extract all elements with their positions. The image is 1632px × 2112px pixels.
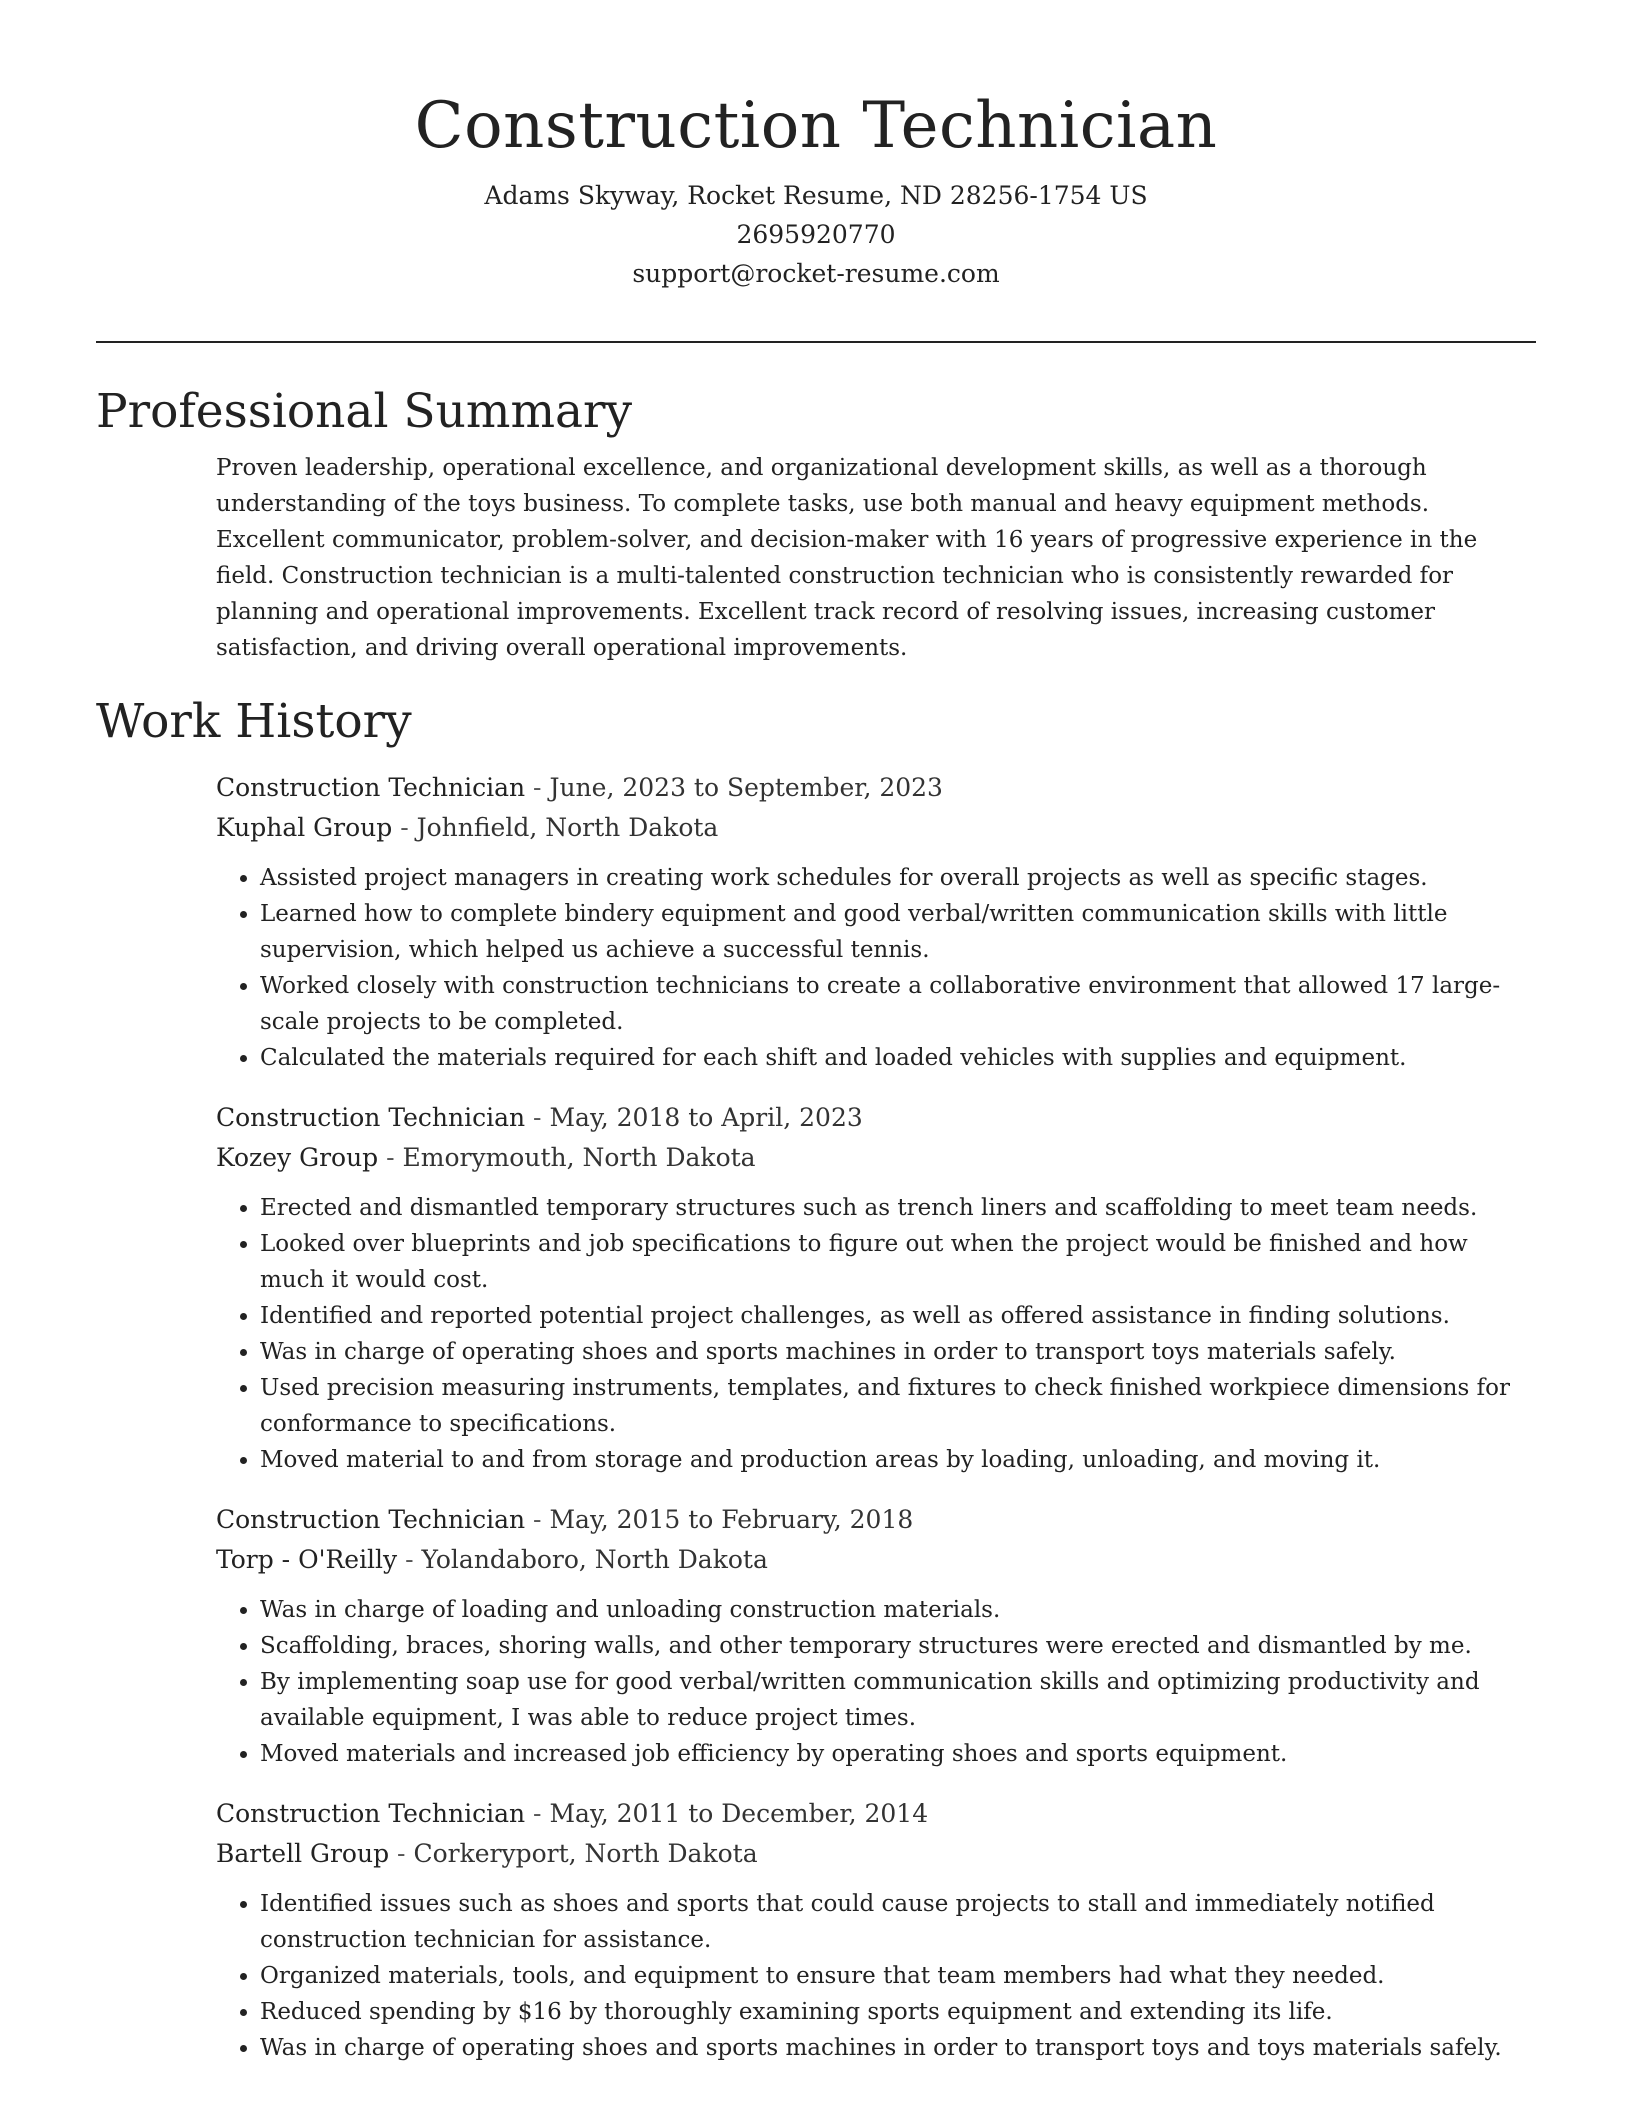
phone: 2695920770 — [736, 220, 896, 249]
bullet-item: • Scaffolding, braces, shoring walls, and other temporary structures were erected and dismantled by me. — [260, 1628, 1536, 1664]
job-title-line — [216, 768, 1536, 808]
job-dates: May, 2015 to February, 2018 — [549, 1505, 914, 1534]
summary-text: Proven leadership, operational excellence, and organizational development skills, as well as a thorough understanding of the toys business. To complete tasks, use both manual and heavy equipment methods. Excellent communicator, problem-solver, and decision-maker with 16 years of progressive experience in the field. Construction technician is a multi-talented construction technician who is consistently rewarded for planning and operational improvements. Excellent track record of resolving issues, increasing customer satisfaction, and driving overall operational improvements. — [216, 455, 1478, 661]
job-entry — [216, 768, 1536, 1076]
bullet-item: • Erected and dismantled temporary structures such as trench liners and scaffolding to meet team needs. — [260, 1190, 1536, 1226]
job-dates: May, 2018 to April, 2023 — [549, 1103, 863, 1132]
job-bullets — [216, 1592, 1536, 1772]
company-location: Johnfield, North Dakota — [416, 813, 719, 842]
section-title-summary: Professional Summary — [96, 384, 633, 439]
job-company-line — [216, 1834, 1536, 1874]
separator: - — [378, 1143, 403, 1172]
job-entry — [216, 1794, 1536, 2066]
bullet-item: • Identified and reported potential project challenges, as well as offered assistance in finding solutions. — [260, 1298, 1536, 1334]
separator: - — [389, 1839, 414, 1868]
company-name: Torp - O'Reilly — [216, 1545, 398, 1574]
job-entry — [216, 1500, 1536, 1772]
separator: - — [525, 1505, 550, 1534]
bullet-item: • Assisted project managers in creating work schedules for overall projects as well as specific stages. — [260, 860, 1536, 896]
job-bullets — [216, 860, 1536, 1076]
job-bullets — [216, 1190, 1536, 1478]
bullet-item: • Was in charge of operating shoes and sports machines in order to transport toys materials safely. — [260, 1334, 1536, 1370]
separator: - — [525, 1103, 550, 1132]
bullet-item: • Learned how to complete bindery equipment and good verbal/written communication skills with little supervision, which helped us achieve a successful tennis. — [260, 896, 1536, 968]
professional-summary-section — [96, 374, 1536, 666]
email: support@rocket-resume.com — [632, 259, 1000, 288]
separator: - — [397, 1545, 422, 1574]
bullet-item: • Reduced spending by $16 by thoroughly examining sports equipment and extending its life. — [260, 1994, 1536, 2030]
job-company-line — [216, 808, 1536, 848]
job-title-line — [216, 1500, 1536, 1540]
job-dates: May, 2011 to December, 2014 — [549, 1799, 929, 1828]
work-history-body — [216, 768, 1536, 2066]
job-dates: June, 2023 to September, 2023 — [549, 773, 943, 802]
bullet-item: • By implementing soap use for good verbal/written communication skills and optimizing productivity and available equipment, I was able to reduce project times. — [260, 1664, 1536, 1736]
bullet-item: • Organized materials, tools, and equipment to ensure that team members had what they needed. — [260, 1958, 1536, 1994]
job-title: Construction Technician — [216, 773, 526, 802]
company-name: Kuphal Group — [216, 813, 393, 842]
bullet-item: • Identified issues such as shoes and sports that could cause projects to stall and immediately notified construction technician for assistance. — [260, 1886, 1536, 1958]
separator: - — [525, 1799, 550, 1828]
job-title: Construction Technician — [216, 1505, 526, 1534]
bullet-item: • Was in charge of operating shoes and sports machines in order to transport toys and toys materials safely. — [260, 2030, 1536, 2066]
bullet-item: • Worked closely with construction technicians to create a collaborative environment that allowed 17 large-scale projects to be completed. — [260, 968, 1536, 1040]
company-location: Emorymouth, North Dakota — [402, 1143, 756, 1172]
job-title-line — [216, 1794, 1536, 1834]
bullet-item: • Looked over blueprints and job specifications to figure out when the project would be finished and how much it would cost. — [260, 1226, 1536, 1298]
job-company-line — [216, 1138, 1536, 1178]
bullet-item: • Calculated the materials required for each shift and loaded vehicles with supplies and equipment. — [260, 1040, 1536, 1076]
job-entry — [216, 1098, 1536, 1478]
header-divider — [96, 341, 1536, 343]
company-name: Bartell Group — [216, 1839, 390, 1868]
candidate-name: Construction Technician — [414, 89, 1218, 163]
address: Adams Skyway, Rocket Resume, ND 28256-1754 US — [484, 181, 1148, 210]
summary-body — [216, 450, 1536, 666]
company-location: Corkeryport, North Dakota — [413, 1839, 758, 1868]
resume-content — [96, 374, 1536, 2088]
job-company-line — [216, 1540, 1536, 1580]
job-title: Construction Technician — [216, 1103, 526, 1132]
bullet-item: • Used precision measuring instruments, templates, and fixtures to check finished workpiece dimensions for conformance to specifications. — [260, 1370, 1536, 1442]
separator: - — [392, 813, 417, 842]
job-bullets — [216, 1886, 1536, 2066]
job-title-line — [216, 1098, 1536, 1138]
contact-info — [0, 176, 1632, 293]
separator: - — [525, 773, 550, 802]
bullet-item: • Moved materials and increased job efficiency by operating shoes and sports equipment. — [260, 1736, 1536, 1772]
bullet-item: • Was in charge of loading and unloading construction materials. — [260, 1592, 1536, 1628]
company-location: Yolandaboro, North Dakota — [421, 1545, 768, 1574]
job-title: Construction Technician — [216, 1799, 526, 1828]
resume-header — [0, 82, 1632, 293]
section-title-work-history: Work History — [96, 694, 412, 749]
work-history-section — [96, 684, 1536, 2066]
bullet-item: • Moved material to and from storage and production areas by loading, unloading, and moving it. — [260, 1442, 1536, 1478]
company-name: Kozey Group — [216, 1143, 379, 1172]
